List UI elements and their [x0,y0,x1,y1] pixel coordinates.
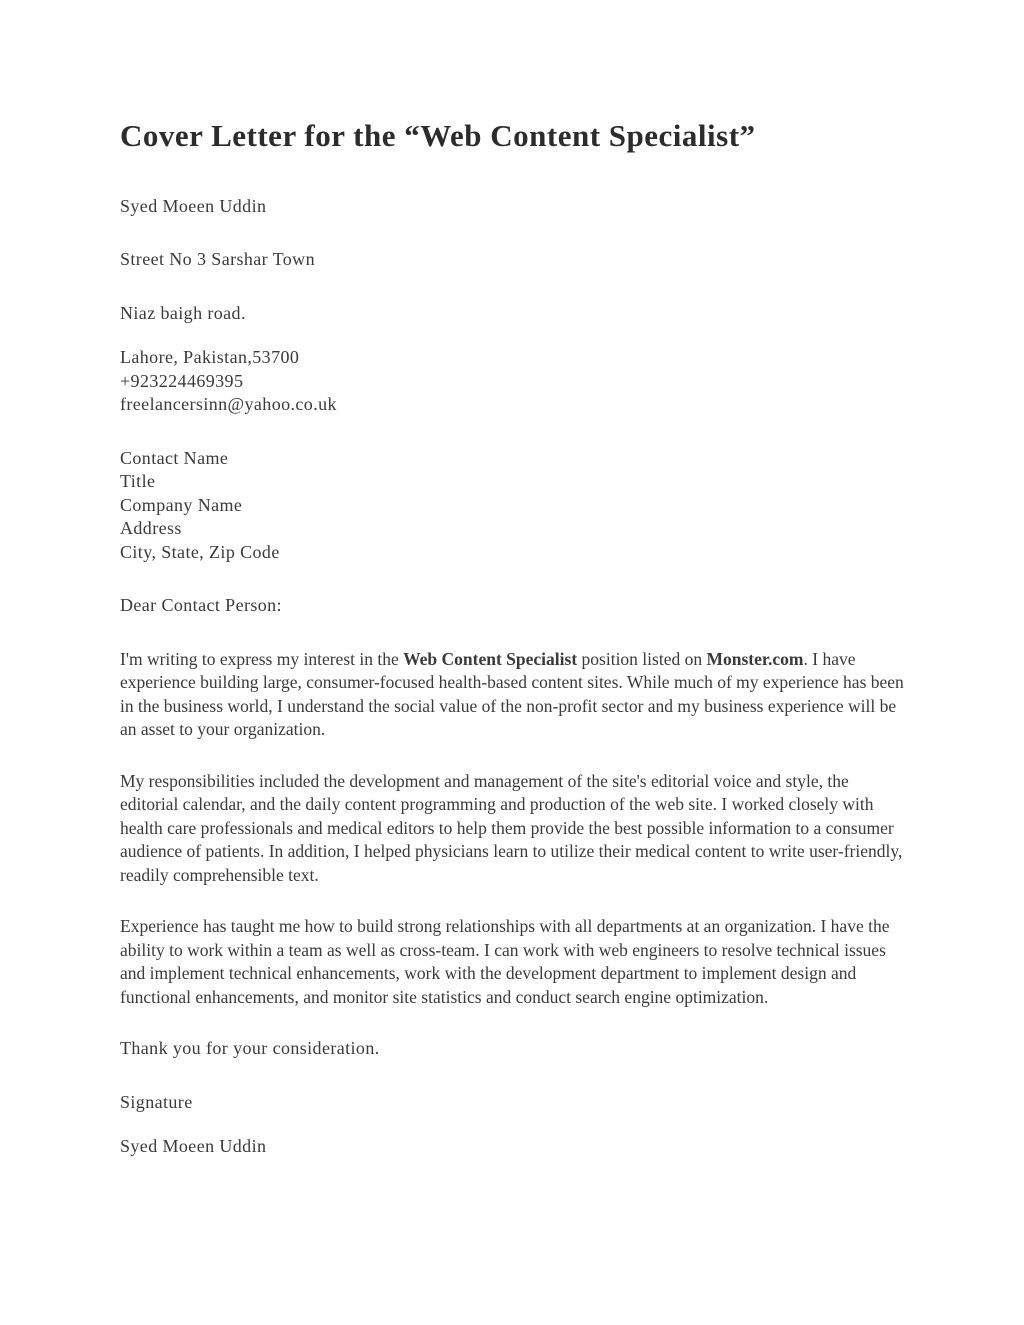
recipient-title: Title [120,471,156,492]
body-paragraph-2: My responsibilities included the development and management of the site's editorial voice and style, the editorial calendar, and the daily content programming and production of the web site. I worked closely with health care professionals and medical editors to help them provide the best possible information to a consumer audience of patients. In addition, I helped physicians learn to utilize their medical content to write user-friendly, readily comprehensible text. [120,770,903,885]
paragraph-1-segment: . I have experience building large, consumer-focused health-based content sites. While much of my experience has been in the business world, I understand the social value of the non-profit sector and my business experience will be an asset to your organization. [120,648,904,740]
sender-email: freelancersinn@yahoo.co.uk [120,394,337,415]
paragraph-1-bold-site: Monster.com [706,648,804,669]
recipient-block [120,447,906,565]
sender-name: Syed Moeen Uddin [120,195,267,216]
sender-phone: +923224469395 [120,370,244,391]
body-paragraph-1 [120,648,906,742]
signature-label: Signature [120,1091,193,1112]
signed-name: Syed Moeen Uddin [120,1136,267,1157]
sender-road: Niaz baigh road. [120,302,246,323]
body-paragraph-3: Experience has taught me how to build strong relationships with all departments at an organization. I have the ability to work within a team as well as cross-team. I can work with web engineers to resolve technical issues and implement technical enhancements, work with the development department to implement design and functional enhancements, and monitor site statistics and conduct search engine optimization. [120,916,890,1007]
recipient-contact-name: Contact Name [120,447,229,468]
letter-content [120,118,906,1189]
paragraph-1-bold-position: Web Content Specialist [403,648,578,669]
paragraph-1-segment: I'm writing to express my interest in the [120,648,404,669]
thank-you-line: Thank you for your consideration. [120,1038,380,1059]
recipient-city-state-zip: City, State, Zip Code [120,541,280,562]
paragraph-1-segment: position listed on [577,648,707,669]
recipient-company-name: Company Name [120,494,243,515]
page-title: Cover Letter for the “Web Content Specialist” [120,118,756,153]
salutation: Dear Contact Person: [120,595,282,616]
sender-street: Street No 3 Sarshar Town [120,249,315,270]
sender-contact-block [120,346,906,417]
recipient-address: Address [120,518,182,539]
sender-city-line: Lahore, Pakistan,53700 [120,347,300,368]
